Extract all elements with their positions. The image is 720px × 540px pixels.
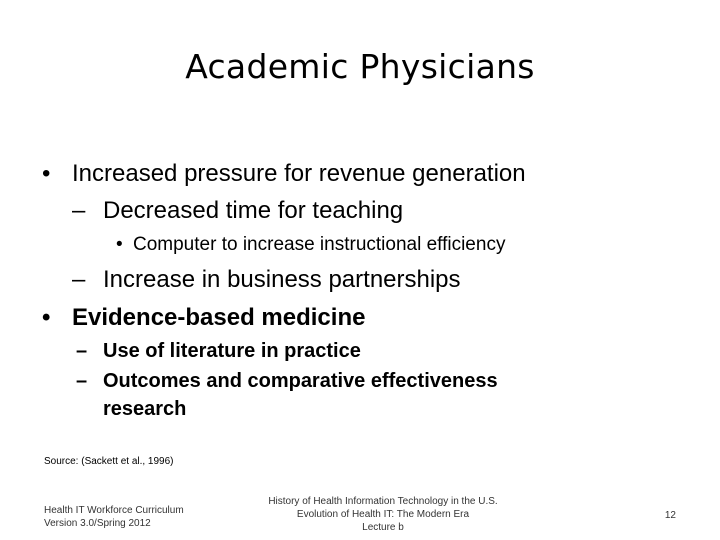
footer-curriculum: Health IT Workforce Curriculum [44, 505, 184, 516]
dash-marker: – [76, 370, 88, 392]
footer-version: Version 3.0/Spring 2012 [44, 518, 151, 529]
bullet-marker: • [42, 304, 51, 331]
footer-center [230, 495, 536, 534]
bullet-marker: • [42, 160, 51, 187]
footer-left [44, 504, 184, 530]
slide-title: Academic Physicians [185, 47, 535, 86]
sub-bullet-literature: Use of literature in practice [103, 340, 361, 362]
bullet-text-evidence: Evidence-based medicine [72, 304, 366, 331]
sub-bullet-teaching: Decreased time for teaching [103, 197, 404, 224]
dash-marker: – [72, 197, 86, 224]
dash-marker: – [76, 340, 88, 362]
page-number: 12 [664, 510, 676, 521]
dash-marker: – [72, 266, 86, 293]
sub-sub-bullet-computer: Computer to increase instructional efficiency [133, 234, 506, 255]
bullet-marker: • [116, 234, 123, 255]
source-citation: Source: (Sackett et al., 1996) [44, 456, 174, 467]
footer-course-title: History of Health Information Technology in the U.S. [268, 496, 498, 507]
bullet-text-revenue: Increased pressure for revenue generation [72, 160, 526, 187]
sub-bullet-outcomes-cont: research [103, 398, 187, 420]
sub-bullet-partnerships: Increase in business partnerships [103, 266, 461, 293]
footer-lecture: Lecture b [362, 522, 404, 533]
footer-unit-title: Evolution of Health IT: The Modern Era [296, 509, 470, 520]
sub-bullet-outcomes: Outcomes and comparative effectiveness [103, 370, 498, 392]
